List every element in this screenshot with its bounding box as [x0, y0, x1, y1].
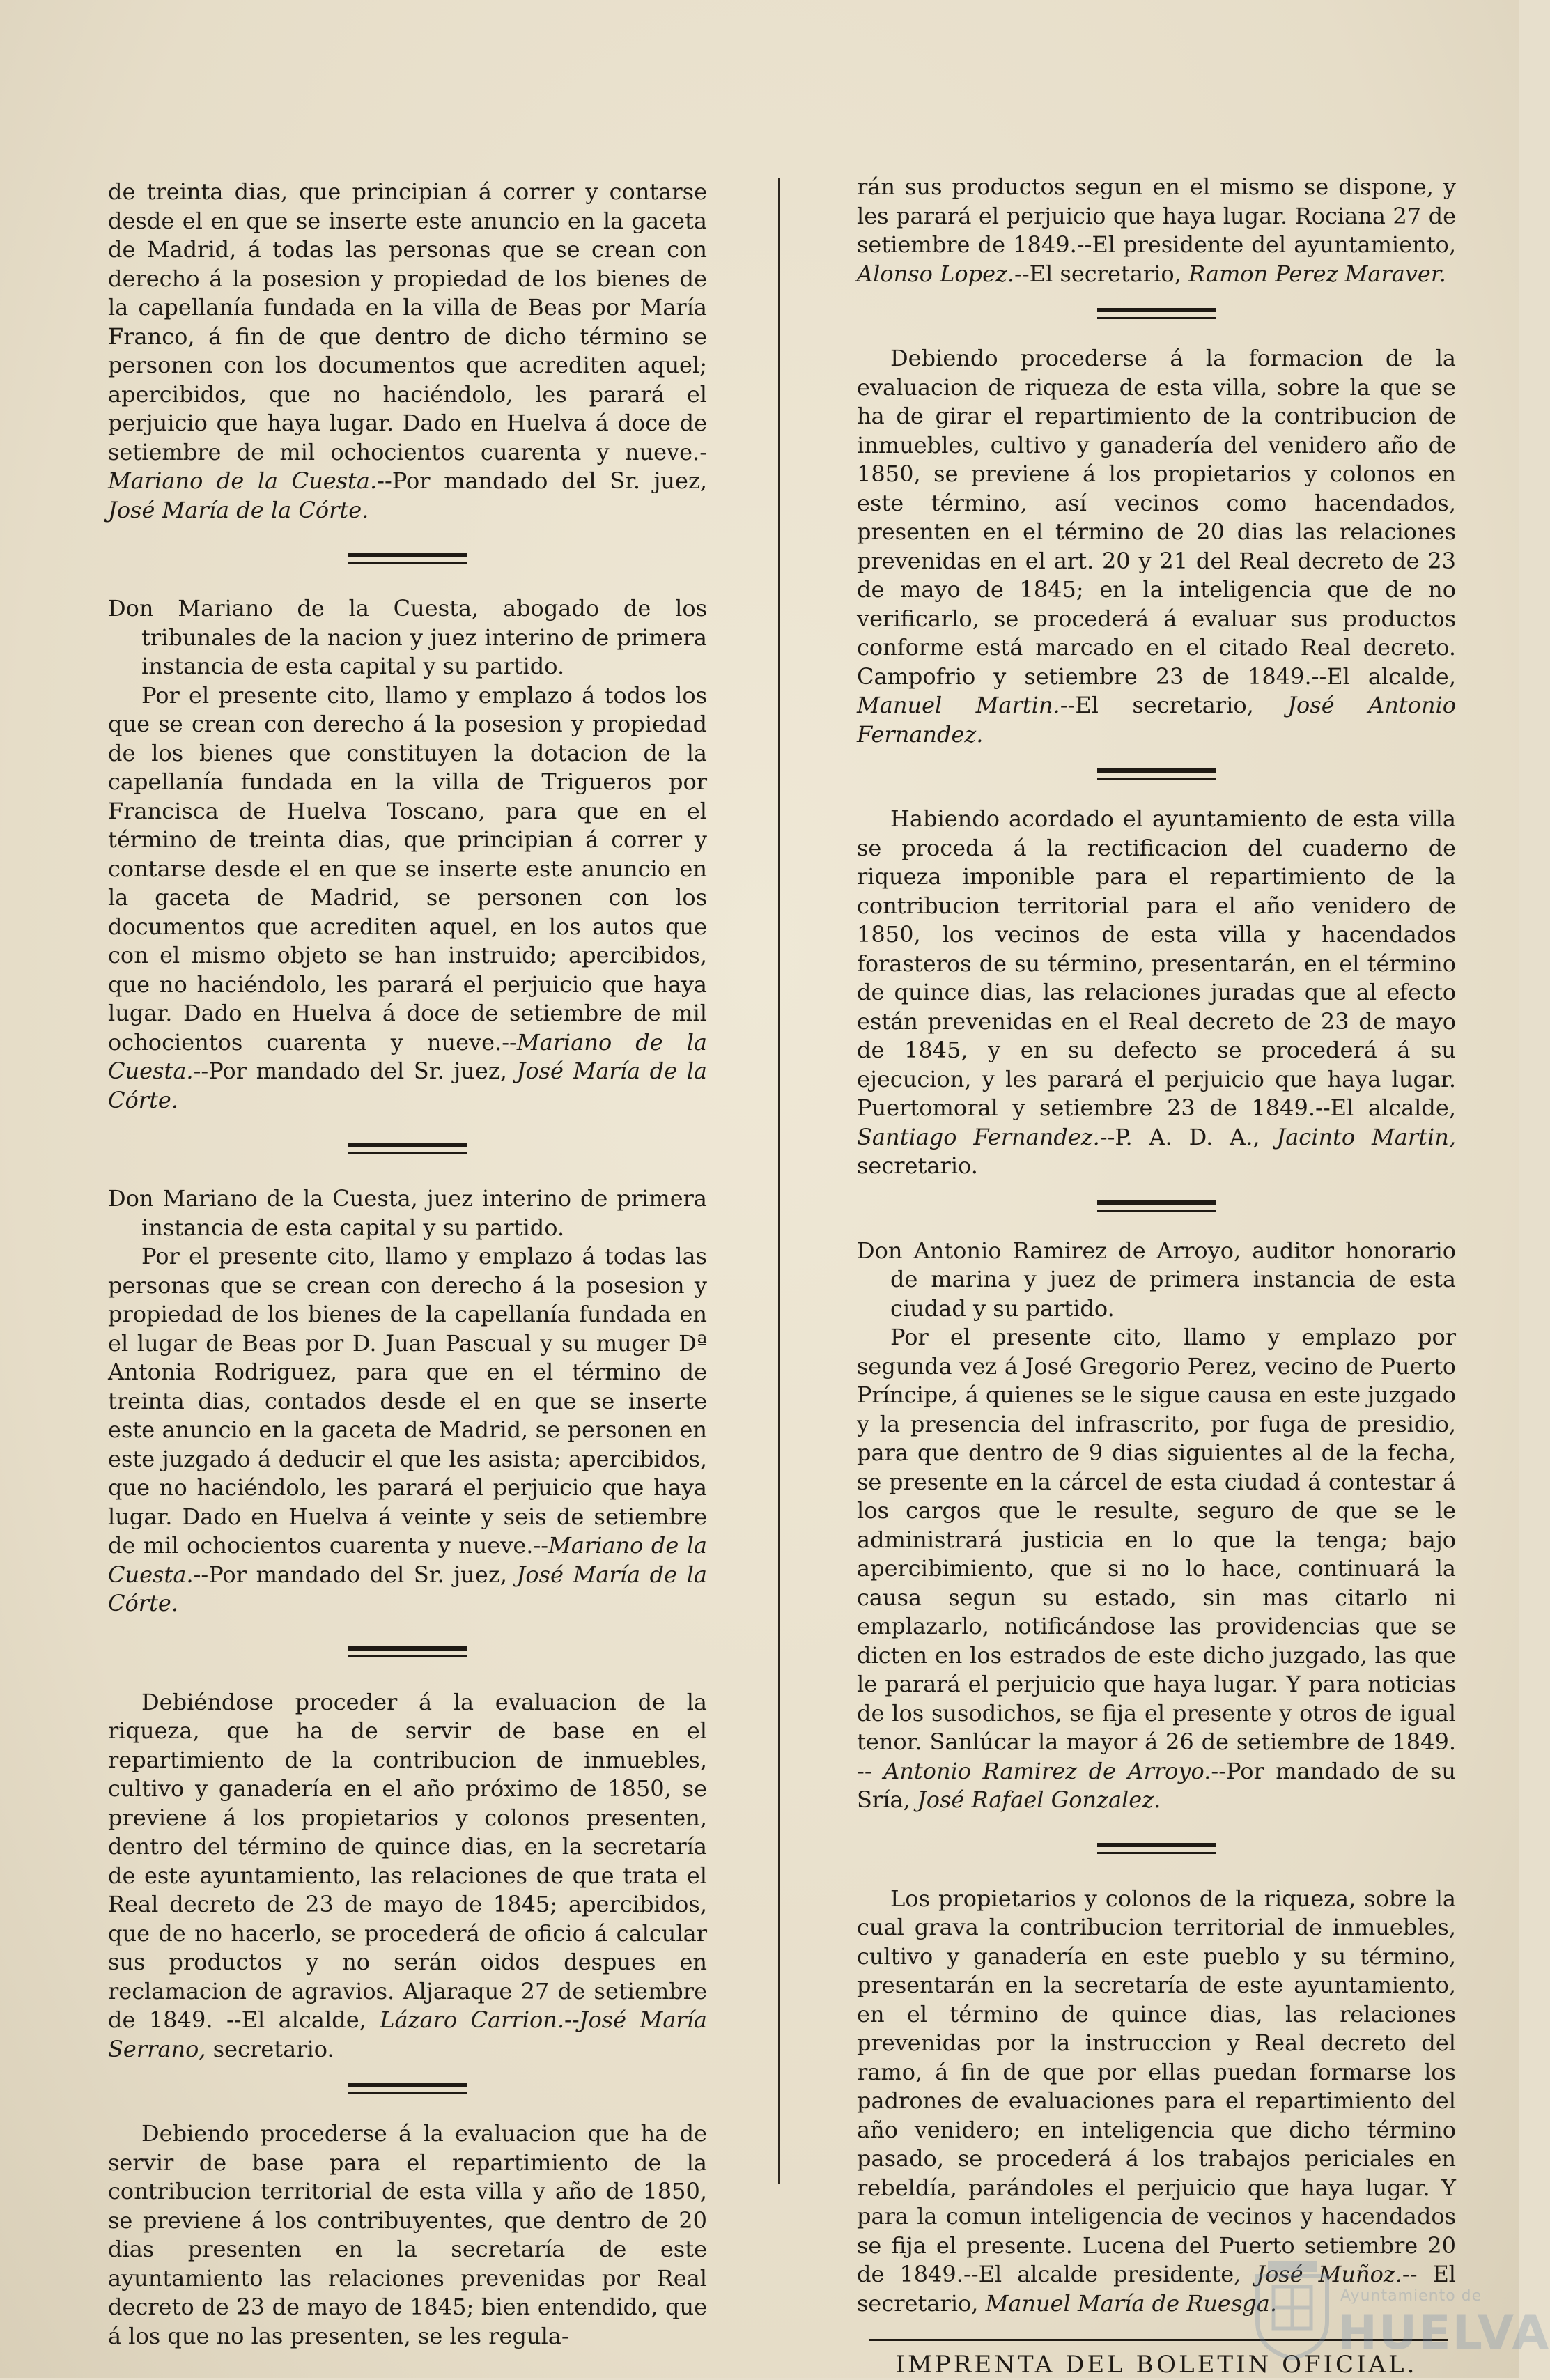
notice-beas-chaplaincy: [108, 178, 707, 525]
notice-rociana: [108, 2119, 707, 2351]
notice-text: Debiendo procederse á la formacion de la evaluacion de riqueza de esta villa, sobre la que se ha de girar el repartimiento de la contribucion de inmuebles, cultivo y ganadería del venidero año de 1850, se previene á los propietarios y colonos en este término, así vecinos como hacendados, presenten en el término de 20 dias las relaciones prevenidas en el art. 20 y 21 del Real decreto de 23 de mayo de 1845; en la inteligencia que de no verificarlo, se procederá á evaluar sus productos conforme está marcado en el citado Real decreto. Campofrio y setiembre 23 de 1849.--El alcalde,: [857, 345, 1456, 690]
notice-end: secretario.: [857, 1152, 978, 1179]
clerk-signature: José María de la Córte.: [108, 1058, 707, 1113]
notice-sanlucar: [857, 1237, 1456, 1815]
judge-signature: Antonio Ramirez de Arroyo.: [883, 1757, 1211, 1784]
printer-imprint: IMPRENTA DEL BOLETIN OFICIAL.: [895, 2351, 1418, 2379]
separator-rule: [1097, 1843, 1216, 1854]
separator-rule: [1097, 768, 1216, 780]
notice-campofrio: [857, 344, 1456, 749]
notice-beas-pascual-chaplaincy: [108, 1184, 707, 1618]
judge-signature: Mariano de la Cuesta.: [108, 1532, 707, 1588]
notice-connector: --P. A. D. A.,: [1099, 1123, 1260, 1150]
secretary-signature: José Antonio Fernandez.: [857, 692, 1457, 748]
notice-heading: Don Antonio Ramirez de Arroyo, auditor honorario de marina y juez de primera instancia de esta ciudad y su partido.: [857, 1237, 1456, 1322]
clerk-signature: José María de la Córte.: [108, 1561, 707, 1616]
notice-text: rán sus productos segun en el mismo se dispone, y les parará el perjuicio que haya lugar. Rociana 27 de setiembre de 1849.--El presidente del ayuntamiento,: [857, 173, 1456, 258]
left-column: [108, 178, 707, 2351]
notice-text: de treinta dias, que principian á correr y contarse desde el en que se inserte este anuncio en la gaceta de Madrid, á todas las personas que se crean con derecho á la posesion y propiedad de los bienes de la capellanía fundada en la villa de Beas por María Franco, á fin de que dentro de dicho término se personen con los documentos que acrediten aquel; apercibidos, que no haciéndolo, les parará el perjuicio que haya lugar. Dado en Huelva á doce de setiembre de mil ochocientos cuarenta y nueve.-: [108, 178, 707, 465]
secretary-signature: Jacinto Martin,: [1276, 1123, 1457, 1150]
notice-connector: --El secretario,: [1060, 692, 1254, 718]
notice-heading: Don Mariano de la Cuesta, abogado de los tribunales de la nacion y juez interino de primera instancia de esta capital y su partido.: [108, 595, 707, 679]
separator-rule: [348, 552, 467, 564]
judge-signature: Mariano de la Cuesta.: [108, 1028, 708, 1084]
mayor-signature: Lázaro Carrion.: [380, 2007, 564, 2033]
notice-connector: --Por mandado del Sr. juez,: [193, 1561, 507, 1588]
mayor-signature: Manuel Martin.: [857, 692, 1060, 718]
notice-text: Los propietarios y colonos de la riqueza, sobre la cual grava la contribucion territorial de inmuebles, cultivo y ganadería en este pueblo y su término, presentarán en la secretaría de este ayuntamiento, en el término de quince dias, las relaciones prevenidas por la instruccion y Real decreto del ramo, á fin de que por ellas puedan formarse los padrones de evaluaciones para el repartimiento del año venidero; en inteligencia que dicho término pasado, se procederá á los trabajos periciales en rebeldía, parándoles el perjuicio que haya lugar. Y para la comun inteligencia de vecinos y hacendados se fija el presente. Lucena del Puerto setiembre 20 de 1849.--El alcalde presidente,: [857, 1885, 1456, 2287]
judge-signature: Mariano de la Cuesta.: [108, 468, 378, 494]
mayor-signature: José Muñoz.: [1256, 2261, 1402, 2287]
separator-rule: [348, 1646, 467, 1658]
notice-end: secretario.: [212, 2035, 334, 2062]
archive-watermark: [1247, 2250, 1550, 2368]
clerk-signature: José María de la Córte.: [108, 496, 369, 523]
right-column: [857, 173, 1456, 2380]
notice-puertomoral: [857, 805, 1456, 1181]
president-signature: Alonso Lopez.: [857, 260, 1015, 287]
mayor-signature: Santiago Fernandez.: [857, 1123, 1100, 1150]
notice-connector: -- El secretario,: [857, 2261, 1457, 2317]
notice-connector: --Por mandado del Sr. juez,: [377, 468, 708, 494]
separator-rule: [1097, 308, 1216, 319]
column-divider: [778, 178, 780, 2184]
secretary-signature: José María Serrano,: [108, 2007, 707, 2062]
notice-connector: --El secretario,: [1014, 260, 1181, 287]
city-emblem-icon: [1247, 2255, 1338, 2360]
notice-rociana-continued: [857, 173, 1456, 288]
notice-text: Por el presente cito, llamo y emplazo á todos los que se crean con derecho á la posesion y propiedad de los bienes que constituyen la dotacion de la capellanía fundada en la villa de Trigueros por Francisca de Huelva Toscano, para que en el término de treinta dias, que principian á correr y contarse desde el en que se inserte este anuncio en la gaceta de Madrid, se personen con los documentos que acrediten aquel, en los autos que con el mismo objeto se han instruido; apercibidos, que no haciéndolo, les parará el perjuicio que haya lugar. Dado en Huelva á doce de setiembre de mil ochocientos cuarenta y nueve.--: [108, 681, 707, 1056]
watermark-top-text: Ayuntamiento de: [1340, 2287, 1482, 2305]
separator-rule: [348, 1143, 467, 1154]
notice-heading: Don Mariano de la Cuesta, juez interino de primera instancia de esta capital y su partido.: [108, 1185, 707, 1241]
notice-connector: --: [564, 2007, 580, 2033]
watermark-bottom-text: HUELVA: [1338, 2305, 1550, 2360]
secretary-signature: Ramon Perez Maraver.: [1188, 260, 1446, 287]
clerk-signature: José Rafael Gonzalez.: [917, 1786, 1161, 1813]
notice-text: Habiendo acordado el ayuntamiento de esta villa se proceda á la rectificacion del cuaderno de riqueza imponible para el repartimiento de la contribucion territorial para el año venidero de 1850, los vecinos de esta villa y hacendados forasteros de su término, presentarán, en el término de quince dias, las relaciones juradas que al efecto están prevenidas en el Real decreto de 23 de mayo de 1845, y en su defecto se procederá á su ejecucion, y les parará el perjuicio que haya lugar. Puertomoral y setiembre 23 de 1849.--El alcalde,: [857, 805, 1456, 1121]
notice-text: Por el presente cito, llamo y emplazo á todas las personas que se crean con derecho á la posesion y propiedad de los bienes de la capellanía fundada en el lugar de Beas por D. Juan Pascual y su muger Dª Antonia Rodriguez, para que en el término de treinta dias, contados desde el en que se inserte este anuncio en la gaceta de Madrid, se personen en este juzgado á deducir el que les asista; apercibidos, que no haciéndolo, les parará el perjuicio que haya lugar. Dado en Huelva á veinte y seis de setiembre de mil ochocientos cuarenta y nueve.--: [108, 1243, 707, 1559]
notice-connector: --Por mandado del Sr. juez,: [193, 1058, 507, 1084]
separator-rule: [348, 2083, 467, 2094]
notice-text: Debiendo procederse á la evaluacion que ha de servir de base para el repartimiento de la contribucion territorial de esta villa y año de 1850, se previene á los contribuyentes, que dentro de 20 dias presenten en la secretaría de este ayuntamiento las relaciones prevenidas por Real decreto de 23 de mayo de 1845; bien entendido, que á los que no las presenten, se les regula-: [108, 2120, 707, 2349]
notice-text: Por el presente cito, llamo y emplazo por segunda vez á José Gregorio Perez, vecino de Puerto Príncipe, á quienes se le sigue causa en este juzgado y la presencia del infrascrito, por fuga de presidio, para que dentro de 9 dias siguientes al de la fecha, se presente en la cárcel de esta ciudad á contestar á los cargos que le resulte, seguro de que se le administrará justicia en lo que la tenga; bajo apercibimiento, que si no lo hace, continuará la causa segun su estado, sin mas citarlo ni emplazarlo, notificándose las providencias que se dicten en los estrados de este dicho juzgado, las que le parará el perjuicio que haya lugar. Y para noticias de los susodichos, se fija el presente y otros de igual tenor. Sanlúcar la mayor á 26 de setiembre de 1849. --: [857, 1324, 1457, 1784]
notice-aljaraque: [108, 1688, 707, 2064]
notice-text: Debiéndose proceder á la evaluacion de la riqueza, que ha de servir de base en el repartimiento de la contribucion de inmuebles, cultivo y ganadería en el año próximo de 1850, se previene á los propietarios y colonos presenten, dentro del término de quince dias, en la secretaría de este ayuntamiento, las relaciones de que trata el Real decreto de 23 de mayo de 1845; apercibidos, que de no hacerlo, se procederá de oficio á calcular sus productos y no serán oidos despues en reclamacion de agravios. Aljaraque 27 de setiembre de 1849. --El alcalde,: [108, 1688, 707, 2033]
notice-connector: --Por mandado de su Sría,: [857, 1757, 1456, 1813]
notice-trigueros-chaplaincy: [108, 594, 707, 1115]
separator-rule: [1097, 1200, 1216, 1212]
secretary-signature: Manuel María de Ruesga.: [985, 2289, 1278, 2317]
